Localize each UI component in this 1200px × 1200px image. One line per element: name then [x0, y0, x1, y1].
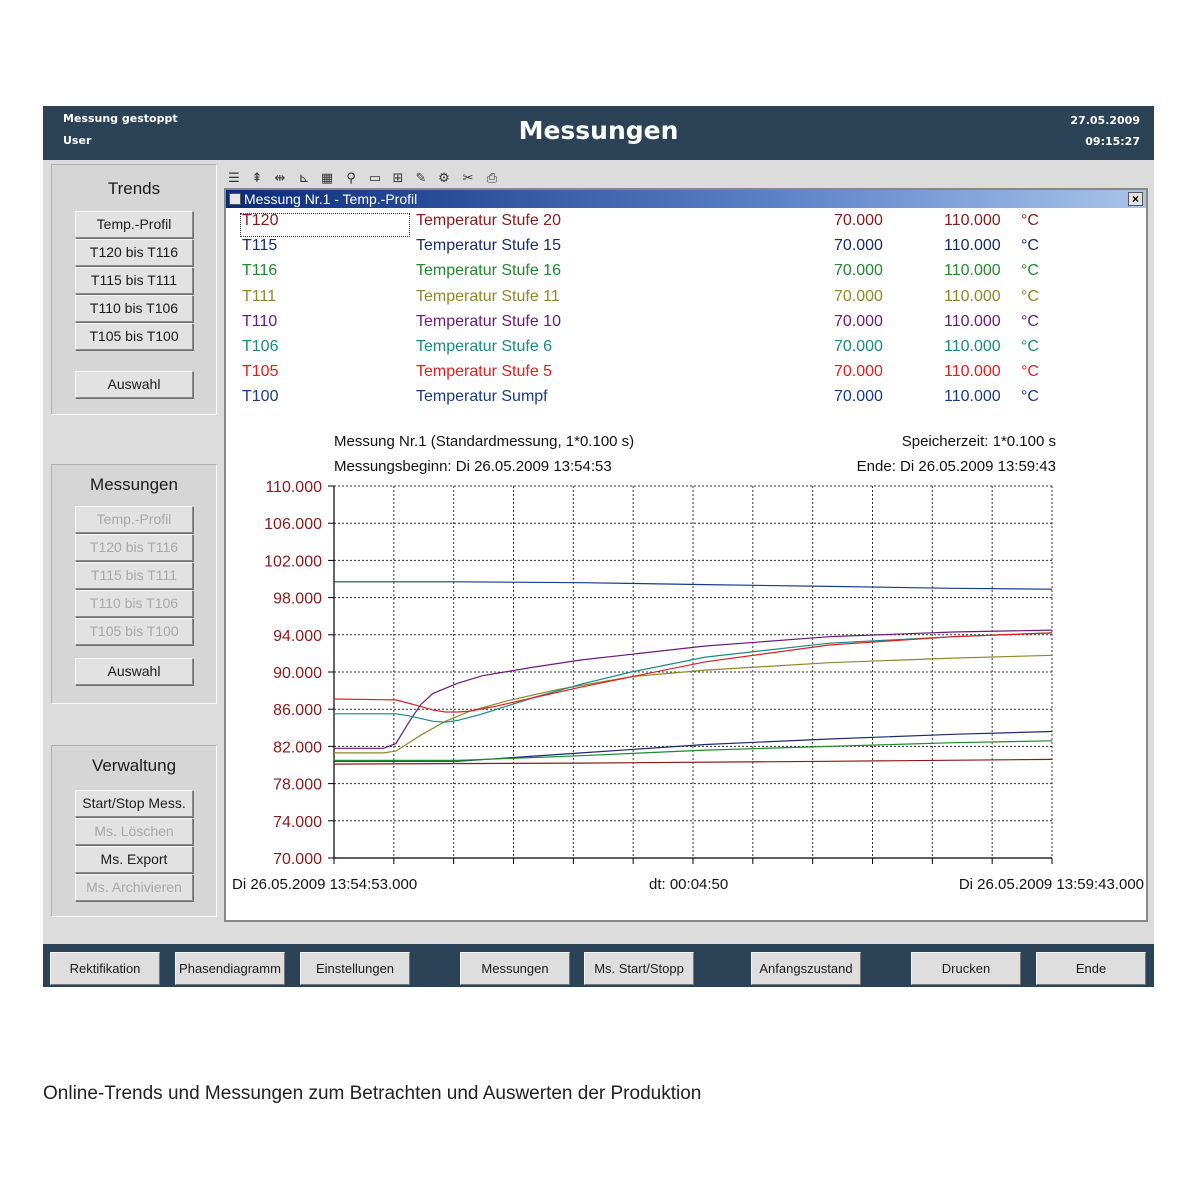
legend-max: 110.000	[944, 262, 1001, 280]
edit-icon[interactable]: ✎	[415, 170, 427, 185]
y-tick-label: 82.000	[273, 739, 322, 757]
legend-label: Temperatur Sumpf	[416, 388, 548, 406]
app-window	[43, 106, 1154, 987]
legend-row[interactable]	[226, 363, 1146, 387]
trend-chart	[226, 476, 1146, 896]
magnify-icon[interactable]: ⚲	[346, 170, 356, 185]
series-line-t105	[334, 633, 1052, 712]
window-title: Messung Nr.1 - Temp.-Profil	[244, 191, 418, 207]
legend-max: 110.000	[944, 338, 1001, 355]
legend-label: Temperatur Stufe 10	[416, 312, 561, 330]
ms-export-button[interactable]: Ms. Export	[75, 846, 193, 873]
anfangszustand-button[interactable]: Anfangszustand	[751, 952, 861, 985]
trends-panel	[51, 164, 217, 415]
ms-archivieren-button[interactable]: Ms. Archivieren	[75, 874, 193, 901]
legend-unit: °C	[1021, 312, 1039, 330]
legend-min: 70.000	[834, 212, 883, 229]
messungen-t120-t116-button[interactable]: T120 bis T116	[75, 534, 193, 561]
legend-tag: T115	[242, 237, 278, 255]
chart-icon[interactable]: ⊞	[392, 170, 404, 185]
ende-button[interactable]: Ende	[1036, 952, 1146, 985]
legend-tag: T116	[242, 262, 278, 280]
legend-max: 110.000	[944, 212, 1001, 229]
legend-min: 70.000	[834, 338, 883, 355]
legend-label: Temperatur Stufe 6	[416, 338, 553, 355]
legend-unit: °C	[1021, 262, 1039, 280]
legend-row[interactable]	[226, 338, 1146, 362]
legend-label: Temperatur Stufe 11	[416, 287, 560, 305]
bottom-bar	[43, 944, 1154, 987]
dt-label: dt: 00:04:50	[649, 876, 729, 893]
legend-row[interactable]	[226, 237, 1146, 261]
trends-t105-t100-button[interactable]: T105 bis T100	[75, 323, 193, 350]
legend-min: 70.000	[834, 262, 883, 280]
y-tick-label: 110.000	[265, 479, 322, 496]
y-tick-label: 86.000	[273, 702, 322, 720]
x-start-label: Di 26.05.2009 13:54:53.000	[232, 876, 418, 893]
settings-icon[interactable]: ⚙	[438, 170, 450, 185]
ms-start-stopp-button[interactable]: Ms. Start/Stopp	[584, 952, 694, 985]
storage-info: Speicherzeit: 1*0.100 s	[901, 433, 1056, 450]
tools-icon[interactable]: ✂	[462, 170, 474, 185]
grid-icon[interactable]: ▦	[320, 170, 334, 185]
legend-unit: °C	[1021, 338, 1039, 355]
legend-tag: T106	[242, 338, 279, 355]
legend-tag: T110	[242, 312, 278, 330]
legend-unit: °C	[1021, 287, 1039, 305]
legend-label: Temperatur Stufe 15	[416, 237, 561, 255]
legend-tag: T120	[242, 212, 279, 229]
y-tick-label: 90.000	[273, 665, 322, 682]
legend-tag: T111	[242, 287, 277, 305]
trends-auswahl-button[interactable]: Auswahl	[75, 371, 193, 398]
time-label: 09:15:27	[1085, 135, 1140, 148]
axis-icon[interactable]: ⊾	[298, 170, 310, 185]
y-tick-label: 98.000	[273, 590, 322, 608]
measurement-info: Messung Nr.1 (Standardmessung, 1*0.100 s)	[334, 433, 635, 450]
legend-max: 110.000	[944, 312, 1001, 330]
close-icon[interactable]: ×	[1128, 192, 1143, 206]
ms-loeschen-button[interactable]: Ms. Löschen	[75, 818, 193, 845]
verwaltung-title: Verwaltung	[91, 756, 177, 775]
print-icon[interactable]: ⎙	[486, 170, 498, 185]
einstellungen-button[interactable]: Einstellungen	[300, 952, 410, 985]
trends-t110-t106-button[interactable]: T110 bis T106	[75, 295, 193, 322]
main-area	[224, 164, 1148, 922]
header-bar	[43, 106, 1154, 160]
legend-unit: °C	[1021, 388, 1039, 406]
drucken-button[interactable]: Drucken	[911, 952, 1021, 985]
legend-max: 110.000	[944, 287, 1001, 305]
window-icon	[229, 193, 241, 205]
messungen-temp-profil-button[interactable]: Temp.-Profil	[75, 506, 193, 533]
verwaltung-panel	[51, 745, 217, 917]
trends-temp-profil-button[interactable]: Temp.-Profil	[75, 211, 193, 238]
legend-max: 110.000	[944, 363, 1001, 381]
x-end-label: Di 26.05.2009 13:59:43.000	[958, 876, 1144, 893]
y-tick-label: 106.000	[264, 516, 322, 534]
page-title: Messungen	[518, 116, 679, 145]
end-info: Ende: Di 26.05.2009 13:59:43	[856, 458, 1056, 475]
phasendiagramm-button[interactable]: Phasendiagramm	[175, 952, 285, 985]
legend-row[interactable]	[226, 388, 1146, 412]
trends-t120-t116-button[interactable]: T120 bis T116	[75, 239, 193, 266]
legend-label: Temperatur Stufe 5	[416, 363, 553, 381]
measurement-window	[224, 188, 1148, 922]
legend-unit: °C	[1021, 363, 1039, 381]
legend-row[interactable]	[226, 262, 1146, 286]
date-label: 27.05.2009	[1070, 114, 1140, 127]
trends-title: Trends	[107, 179, 161, 198]
pan-icon[interactable]: ⇹	[274, 170, 286, 185]
caption: Online-Trends und Messungen zum Betrachten und Auswerten der Produktion	[43, 1083, 702, 1104]
trends-t115-t111-button[interactable]: T115 bis T111	[75, 267, 193, 294]
legend-tag: T105	[242, 363, 279, 381]
y-tick-label: 70.000	[273, 851, 322, 868]
legend-label: Temperatur Stufe 20	[416, 212, 561, 229]
messungen-t115-t111-button[interactable]: T115 bis T111	[75, 562, 193, 589]
y-tick-label: 78.000	[273, 776, 322, 794]
legend-min: 70.000	[834, 388, 883, 406]
user-label: User	[63, 134, 92, 147]
window-titlebar	[226, 190, 1146, 208]
legend-min: 70.000	[834, 363, 883, 381]
legend-min: 70.000	[834, 312, 883, 330]
folder-icon[interactable]: ▭	[368, 170, 382, 185]
start-info: Messungsbeginn: Di 26.05.2009 13:54:53	[334, 458, 612, 475]
legend-unit: °C	[1021, 237, 1039, 255]
messungen-title: Messungen	[90, 475, 178, 494]
legend-row[interactable]	[226, 313, 1146, 337]
zoom-in-icon[interactable]: ⇞	[251, 170, 263, 185]
messungen-button[interactable]: Messungen	[460, 952, 570, 985]
messungen-panel	[51, 464, 217, 704]
messungen-t105-t100-button[interactable]: T105 bis T100	[75, 618, 193, 645]
legend-max: 110.000	[944, 388, 1001, 406]
legend-max: 110.000	[944, 237, 1001, 255]
legend-row[interactable]	[226, 212, 1146, 236]
legend-row[interactable]	[226, 288, 1146, 312]
legend-min: 70.000	[834, 287, 883, 305]
y-tick-label: 102.000	[264, 553, 322, 571]
messungen-t110-t106-button[interactable]: T110 bis T106	[75, 590, 193, 617]
list-icon[interactable]: ☰	[228, 170, 240, 185]
legend-unit: °C	[1021, 212, 1039, 229]
y-tick-label: 94.000	[273, 627, 322, 645]
status-text: Messung gestoppt	[63, 112, 178, 125]
y-tick-label: 74.000	[273, 813, 322, 831]
legend-label: Temperatur Stufe 16	[416, 262, 561, 280]
start-stop-mess-button[interactable]: Start/Stop Mess.	[75, 790, 193, 817]
legend-min: 70.000	[834, 237, 883, 255]
messungen-auswahl-button[interactable]: Auswahl	[75, 658, 193, 685]
legend-tag: T100	[242, 388, 279, 406]
rektifikation-button[interactable]: Rektifikation	[50, 952, 160, 985]
